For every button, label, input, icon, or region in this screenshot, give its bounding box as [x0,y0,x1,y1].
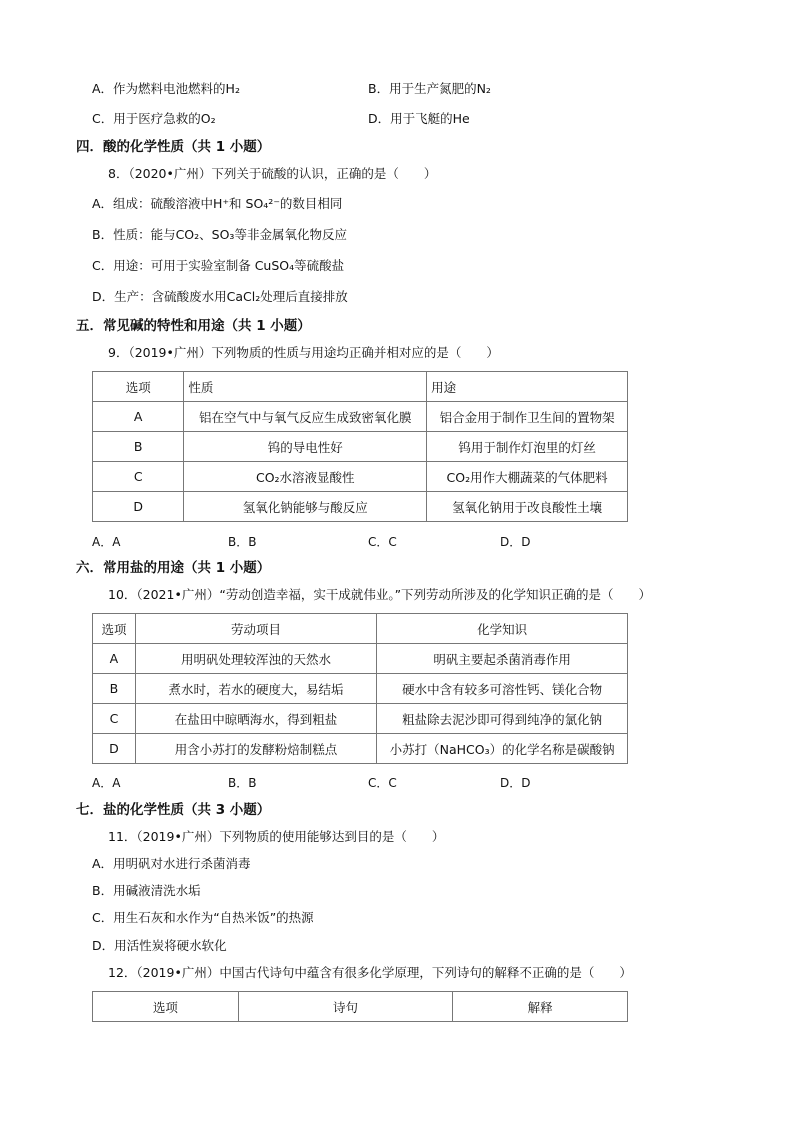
table-row [93,462,628,492]
q7-option-c: C．用于医疗急救的O₂ [92,111,216,126]
table-cell: 铝合金用于制作卫生间的置物架 [427,402,628,432]
table-cell: 钨用于制作灯泡里的灯丝 [427,432,628,462]
q9-answer-a: A．A [92,535,121,549]
q11-option-c: C．用生石灰和水作为“自热米饭”的热源 [92,910,314,925]
table-header-row [93,992,628,1022]
q9-answer-c: C．C [368,535,397,549]
table-cell: 小苏打（NaHCO₃）的化学名称是碳酸钠 [377,734,628,764]
section-heading-5: 五．常见碱的特性和用途（共 1 小题） [76,318,311,334]
q11-option-b: B．用碱液清洗水垢 [92,883,201,898]
table-cell: A [93,644,136,674]
header-cell: 性质 [184,372,427,402]
header-cell: 诗句 [238,992,453,1022]
table-cell: B [93,432,184,462]
table-row [93,644,628,674]
q8-option-c: C．用途：可用于实验室制备 CuSO₄等硫酸盐 [92,258,345,273]
table-row [93,432,628,462]
q11-stem: 11．（2019•广州）下列物质的使用能够达到目的是（ ） [108,829,445,844]
table-cell: 钨的导电性好 [184,432,427,462]
header-cell: 解释 [453,992,628,1022]
table-cell: 用含小苏打的发酵粉焙制糕点 [135,734,376,764]
q11-option-a: A．用明矾对水进行杀菌消毒 [92,856,251,871]
table-row [93,734,628,764]
header-cell: 选项 [93,992,239,1022]
q12-table [92,991,628,1022]
table-cell: D [93,492,184,522]
table-cell: CO₂水溶液显酸性 [184,462,427,492]
header-cell: 选项 [93,614,136,644]
q10-table [92,613,628,764]
table-cell: 氢氧化钠用于改良酸性土壤 [427,492,628,522]
q7-option-d: D．用于飞艇的He [368,111,470,126]
table-cell: C [93,462,184,492]
q8-option-b: B．性质：能与CO₂、SO₃等非金属氧化物反应 [92,227,347,242]
section-heading-7: 七．盐的化学性质（共 3 小题） [76,802,271,818]
table-cell: 煮水时，若水的硬度大，易结垢 [135,674,376,704]
q9-stem: 9．（2019•广州）下列物质的性质与用途均正确并相对应的是（ ） [108,345,499,360]
table-cell: C [93,704,136,734]
table-cell: CO₂用作大棚蔬菜的气体肥料 [427,462,628,492]
q12-stem: 12．（2019•广州）中国古代诗句中蕴含有很多化学原理，下列诗句的解释不正确的是（ ） [108,965,632,980]
q10-answer-d: D．D [500,776,531,790]
section-heading-6: 六．常用盐的用途（共 1 小题） [76,560,271,576]
table-cell: D [93,734,136,764]
section-heading-4: 四．酸的化学性质（共 1 小题） [76,139,271,155]
table-row [93,492,628,522]
q10-answer-c: C．C [368,776,397,790]
table-cell: A [93,402,184,432]
table-header-row [93,614,628,644]
q11-option-d: D．用活性炭将硬水软化 [92,938,227,953]
table-cell: 粗盐除去泥沙即可得到纯净的氯化钠 [377,704,628,734]
table-header-row [93,372,628,402]
q8-option-d: D．生产：含硫酸废水用CaCl₂处理后直接排放 [92,289,348,304]
q10-stem: 10．（2021•广州）“劳动创造幸福，实干成就伟业。”下列劳动所涉及的化学知识正确的是（ ） [108,587,652,602]
table-cell: 硬水中含有较多可溶性钙、镁化合物 [377,674,628,704]
header-cell: 用途 [427,372,628,402]
header-cell: 化学知识 [377,614,628,644]
q9-table [92,371,628,522]
q8-option-a: A．组成：硫酸溶液中H⁺和 SO₄²⁻的数目相同 [92,196,343,211]
q7-option-b: B．用于生产氮肥的N₂ [368,81,491,96]
header-cell: 劳动项目 [135,614,376,644]
q10-answer-b: B．B [228,776,257,790]
table-cell: 氢氧化钠能够与酸反应 [184,492,427,522]
q8-stem: 8．（2020•广州）下列关于硫酸的认识，正确的是（ ） [108,166,437,181]
table-cell: 在盐田中晾晒海水，得到粗盐 [135,704,376,734]
table-row [93,674,628,704]
table-row [93,402,628,432]
table-row [93,704,628,734]
table-cell: 明矾主要起杀菌消毒作用 [377,644,628,674]
table-cell: 铝在空气中与氧气反应生成致密氧化膜 [184,402,427,432]
q7-option-a: A．作为燃料电池燃料的H₂ [92,81,240,96]
table-cell: 用明矾处理较浑浊的天然水 [135,644,376,674]
q9-answer-b: B．B [228,535,257,549]
q9-answer-d: D．D [500,535,531,549]
table-cell: B [93,674,136,704]
q10-answer-a: A．A [92,776,121,790]
header-cell: 选项 [93,372,184,402]
